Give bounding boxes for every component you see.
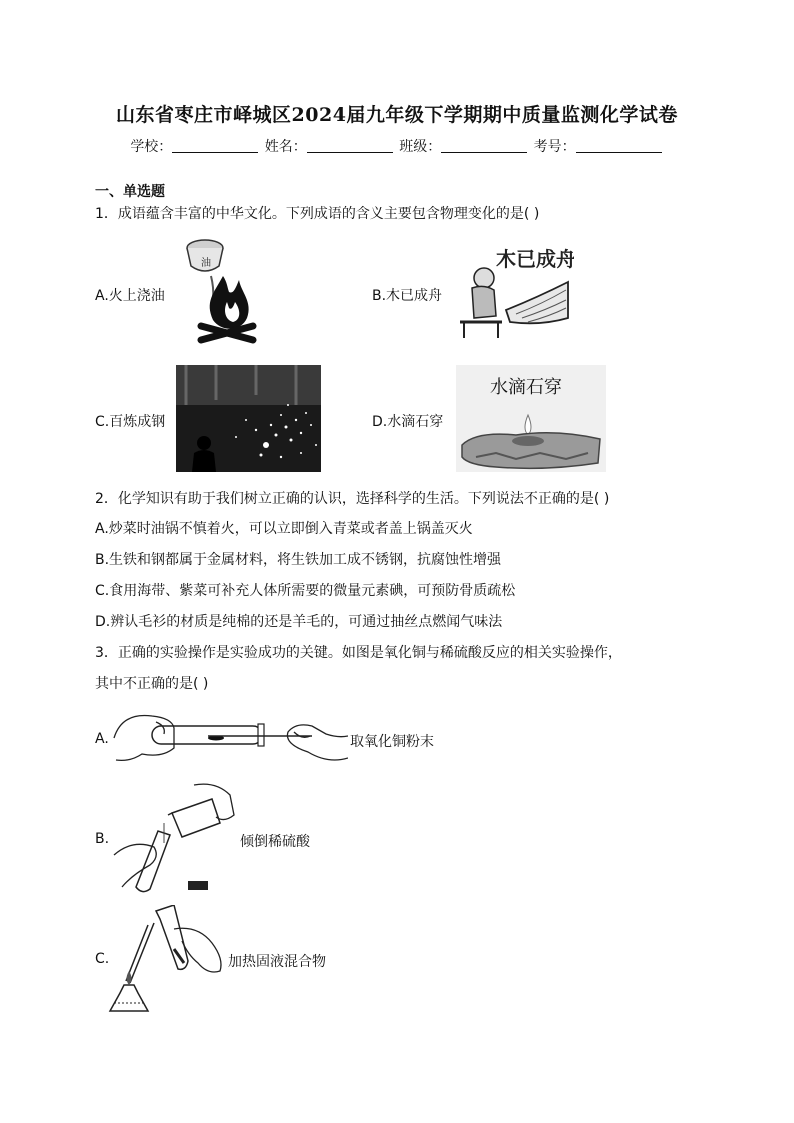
alcohol-lamp-icon	[110, 971, 148, 1011]
q1-stem: 1．成语蕴含丰富的中华文化。下列成语的含义主要包含物理变化的是( )	[95, 206, 540, 222]
name-label: 姓名：	[264, 139, 307, 155]
q1-option-a-label: A.火上浇油	[95, 288, 165, 304]
hand-icon	[114, 784, 234, 887]
school-label: 学校：	[130, 139, 173, 155]
q1-option-b-image	[456, 238, 574, 344]
oil-bucket-icon	[187, 240, 223, 271]
class-label: 班级：	[399, 139, 442, 155]
q2-option-b: B.生铁和钢都属于金属材料，将生铁加工成不锈钢，抗腐蚀性增强	[95, 552, 502, 568]
q2-option-d: D.辨认毛衫的材质是纯棉的还是羊毛的，可通过抽丝点燃闻气味法	[95, 614, 503, 630]
q2-stem: 2．化学知识有助于我们树立正确的认识，选择科学的生活。下列说法不正确的是( )	[95, 491, 610, 507]
q3-stem-line1: 3．正确的实验操作是实验成功的关键。如图是氧化铜与稀硫酸反应的相关实验操作，	[95, 645, 622, 661]
beaker-icon	[168, 799, 220, 837]
name-blank	[307, 140, 393, 153]
boat-icon	[506, 282, 568, 323]
class-blank	[441, 140, 527, 153]
boat-caption: 木已成舟	[496, 247, 574, 271]
number-label: 考号：	[533, 139, 576, 155]
q3-option-b-caption: 倾倒稀硫酸	[240, 834, 310, 850]
page-title: 山东省枣庄市峄城区2024届九年级下学期期中质量监测化学试卷	[116, 104, 678, 126]
section-heading: 一、单选题	[95, 184, 165, 200]
q3-option-b-letter: B.	[95, 831, 110, 847]
number-blank	[576, 140, 662, 153]
water-drop-caption: 水滴石穿	[490, 377, 562, 398]
q3-option-c-letter: C.	[95, 951, 110, 967]
q3-option-c-caption: 加热固液混合物	[228, 954, 326, 970]
campfire-icon	[201, 276, 253, 340]
q2-option-c: C.食用海带、紫菜可补充人体所需要的微量元素碘，可预防骨质疏松	[95, 583, 516, 599]
q3-option-a-caption: 取氧化铜粉末	[350, 734, 434, 750]
student-info-line	[0, 136, 794, 156]
q3-option-a-image	[112, 708, 348, 770]
q2-option-a: A.炒菜时油锅不慎着火，可以立即倒入青菜或者盖上锅盖灭火	[95, 521, 473, 537]
test-tube-icon	[156, 905, 188, 969]
q3-option-a-letter: A.	[95, 731, 109, 747]
carpenter-icon	[460, 268, 502, 338]
bottle-stopper-icon	[188, 881, 208, 890]
q1-option-d-label: D.水滴石穿	[372, 414, 444, 430]
q1-option-c-label: C.百炼成钢	[95, 414, 166, 430]
school-blank	[172, 140, 258, 153]
q3-option-c-image	[108, 905, 228, 1013]
q1-option-c-image	[176, 365, 321, 472]
test-tube-icon	[152, 724, 264, 746]
q1-option-d-image	[456, 365, 606, 472]
q3-option-b-image	[112, 783, 237, 895]
q1-option-a-image	[183, 236, 263, 344]
q3-stem-line2: 其中不正确的是( )	[95, 676, 209, 692]
oil-bucket-label: 油	[201, 258, 211, 269]
q1-option-b-label: B.木已成舟	[372, 288, 443, 304]
stone-icon	[462, 433, 600, 469]
